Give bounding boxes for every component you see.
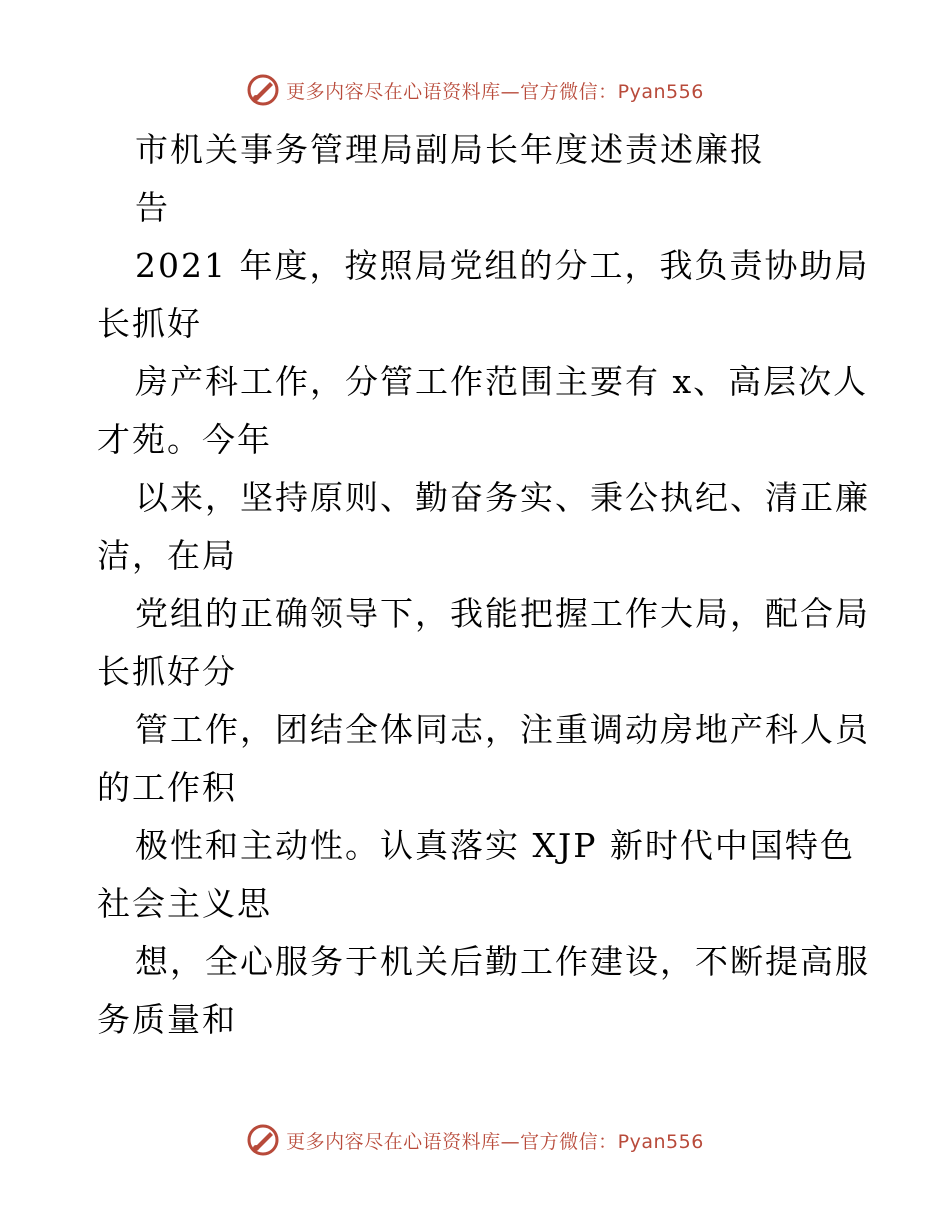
text-line: 2021 年度，按照局党组的分工，我负责协助局 xyxy=(135,246,870,285)
text-line: 务质量和 xyxy=(97,1000,237,1039)
text-line: 以来，坚持原则、勤奋务实、秉公执纪、清正廉 xyxy=(135,478,870,517)
text-line: 洁，在局 xyxy=(97,536,237,575)
text-line: 的工作积 xyxy=(97,768,237,807)
text-line: 管工作，团结全体同志，注重调动房地产科人员 xyxy=(135,710,870,749)
text-line: 极性和主动性。认真落实 XJP 新时代中国特色 xyxy=(135,826,855,865)
title-line-1: 市机关事务管理局副局长年度述责述廉报 xyxy=(135,130,765,169)
text-line: 长抓好 xyxy=(97,304,202,343)
watermark-text: 更多内容尽在心语资料库—官方微信：Pyan556 xyxy=(286,1130,704,1153)
title-line-2: 告 xyxy=(135,188,170,227)
brush-logo-icon xyxy=(246,1123,280,1157)
footer-watermark xyxy=(0,1120,950,1160)
text-line: 长抓好分 xyxy=(97,652,237,691)
text-line: 想，全心服务于机关后勤工作建设，不断提高服 xyxy=(135,942,870,981)
text-line: 房产科工作，分管工作范围主要有 x、高层次人 xyxy=(135,362,869,401)
header-watermark xyxy=(0,70,950,110)
text-line: 党组的正确领导下，我能把握工作大局，配合局 xyxy=(135,594,870,633)
brush-logo-icon xyxy=(246,73,280,107)
watermark-text: 更多内容尽在心语资料库—官方微信：Pyan556 xyxy=(286,80,704,103)
text-line: 社会主义思 xyxy=(97,884,272,923)
text-line: 才苑。今年 xyxy=(97,420,272,459)
